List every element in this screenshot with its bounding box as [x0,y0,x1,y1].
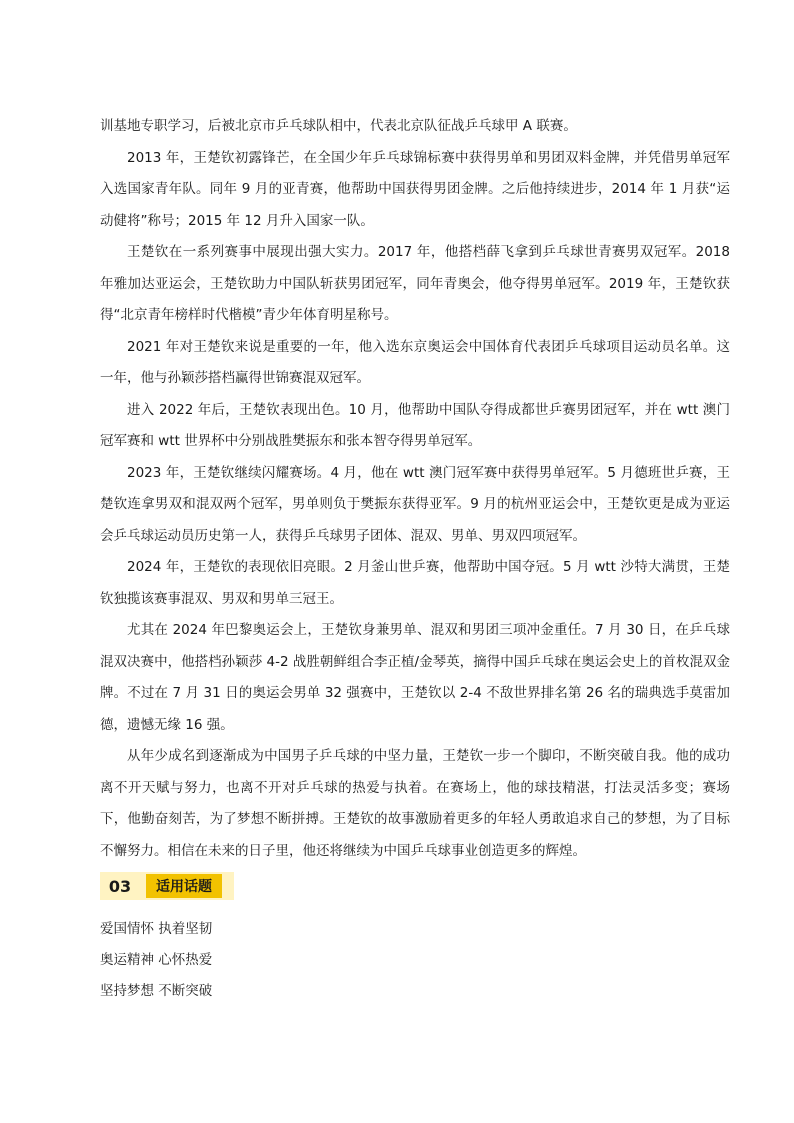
paragraph-9: 从年少成名到逐渐成为中国男子乒乓球的中坚力量，王楚钦一步一个脚印，不断突破自我。他的成功离不开天赋与努力，也离不开对乒乓球的热爱与执着。在赛场上，他的球技精湛，打法灵活多变；赛场下，他勤奋刻苦，为了梦想不断拼搏。王楚钦的故事激励着更多的年轻人勇敢追求自己的梦想，为了目标不懈努力。相信在未来的日子里，他还将继续为中国乒乓球事业创造更多的辉煌。 [100,748,730,859]
paragraph-2: 2013 年，王楚钦初露锋芒，在全国少年乒乓球锦标赛中获得男单和男团双料金牌，并凭借男单冠军入选国家青年队。同年 9 月的亚青赛，他帮助中国获得男团金牌。之后他持续进步，2014 年 1 月获“运动健将”称号；2015 年 12 月升入国家一队。 [100,149,730,229]
paragraph-4: 2021 年对王楚钦来说是重要的一年，他入选东京奥运会中国体育代表团乒乓球项目运动员名单。这一年，他与孙颖莎搭档赢得世锦赛混双冠军。 [100,338,730,386]
paragraph-6: 2023 年，王楚钦继续闪耀赛场。4 月，他在 wtt 澳门冠军赛中获得男单冠军。5 月德班世乒赛，王楚钦连拿男双和混双两个冠军，男单则负于樊振东获得亚军。9 月的杭州亚运会中，王楚钦更是成为亚运会乒乓球运动员历史第一人，获得乒乓球男子团体、混双、男单、男双四项冠军。 [100,464,730,544]
paragraph-8: 尤其在 2024 年巴黎奥运会上，王楚钦身兼男单、混双和男团三项冲金重任。7 月 30 日，在乒乓球混双决赛中，他搭档孙颖莎 4-2 战胜朝鲜组合李正植/金琴英，摘得中国乒乓球在奥运会史上的首枚混双金牌。不过在 7 月 31 日的奥运会男单 32 强赛中，王楚钦以 2-4 不敌世界排名第 26 名的瑞典选手莫雷加德，遗憾无缘 16 强。 [100,622,730,733]
paragraph-5: 进入 2022 年后，王楚钦表现出色。10 月，他帮助中国队夺得成都世乒赛男团冠军，并在 wtt 澳门冠军赛和 wtt 世界杯中分别战胜樊振东和张本智夺得男单冠军。 [100,401,730,449]
paragraph-7: 2024 年，王楚钦的表现依旧亮眼。2 月釜山世乒赛，他帮助中国夺冠。5 月 wtt 沙特大满贯，王楚钦独揽该赛事混双、男双和男单三冠王。 [100,559,730,607]
document-body [100,111,730,1007]
topic-item-1: 爱国情怀 执着坚韧 [100,921,213,937]
section-title: 适用话题 [146,874,222,898]
section-header [100,872,730,900]
topic-item-2: 奥运精神 心怀热爱 [100,952,213,968]
paragraph-1: 训基地专职学习，后被北京市乒乓球队相中，代表北京队征战乒乓球甲 A 联赛。 [100,118,577,134]
section-number: 03 [108,876,132,896]
topic-item-3: 坚持梦想 不断突破 [100,983,213,999]
paragraph-3: 王楚钦在一系列赛事中展现出强大实力。2017 年，他搭档薛飞拿到乒乓球世青赛男双冠军。2018 年雅加达亚运会，王楚钦助力中国队斩获男团冠军，同年青奥会，他夺得男单冠军。2019 年，王楚钦获得“北京青年榜样时代楷模”青少年体育明星称号。 [100,244,730,323]
